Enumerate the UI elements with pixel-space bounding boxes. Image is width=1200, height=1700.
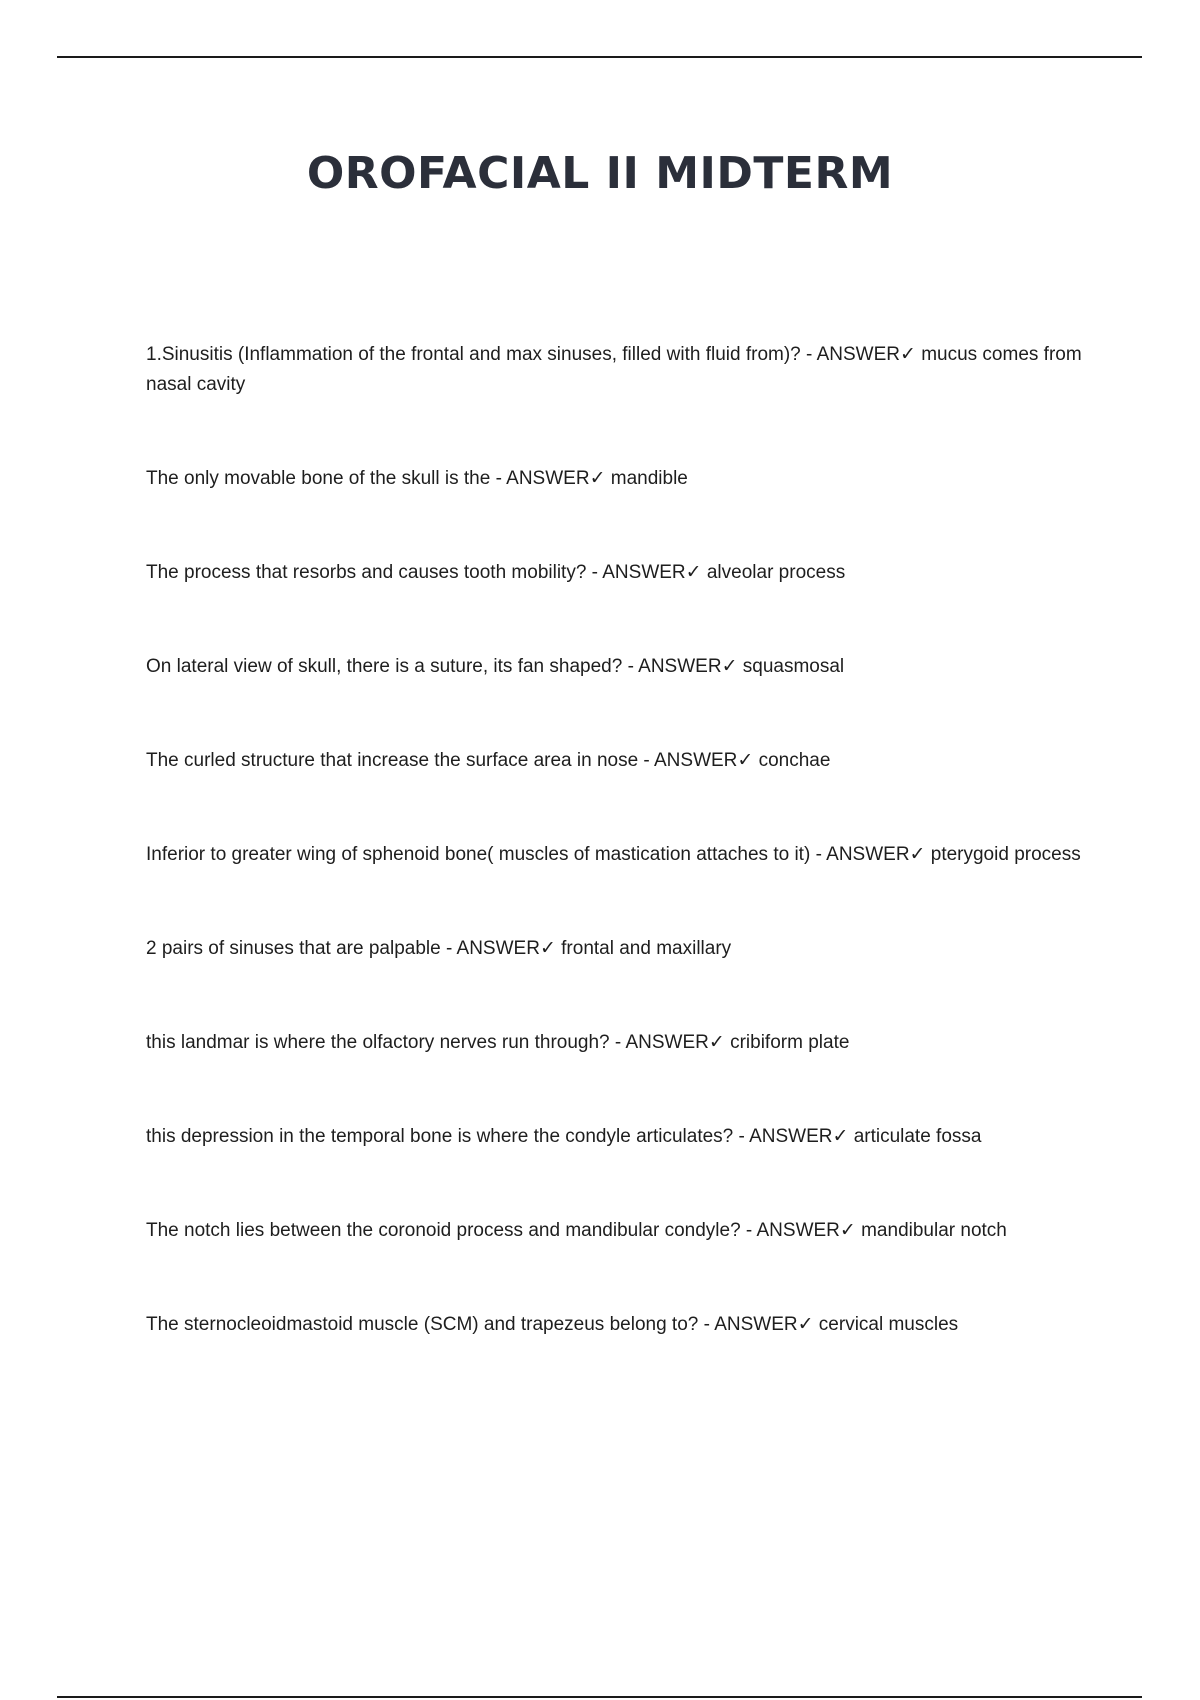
answer-text: articulate fossa — [853, 1126, 982, 1147]
answer-text: squasmosal — [742, 656, 845, 677]
answer-text: mandibular notch — [861, 1220, 1007, 1241]
check-mark-icon: ✓ — [909, 844, 926, 865]
answer-label: ANSWER — [756, 1220, 840, 1241]
answer-label: ANSWER — [816, 344, 900, 365]
question-text: The only movable bone of the skull is the — [146, 468, 491, 489]
question-text: The curled structure that increase the surface area in nose — [146, 750, 639, 771]
qa-item — [146, 1310, 1086, 1340]
answer-text: cribiform plate — [730, 1032, 850, 1053]
check-mark-icon: ✓ — [589, 468, 606, 489]
page-title: OROFACIAL II MIDTERM — [306, 148, 894, 199]
answer-text: mandible — [610, 468, 688, 489]
check-mark-icon: ✓ — [839, 1220, 856, 1241]
question-text: 2 pairs of sinuses that are palpable — [146, 938, 441, 959]
separator: - — [810, 844, 827, 865]
qa-item — [146, 746, 1086, 776]
answer-label: ANSWER — [654, 750, 738, 771]
check-mark-icon: ✓ — [737, 750, 754, 771]
separator: - — [490, 468, 507, 489]
separator: - — [609, 1032, 626, 1053]
qa-item — [146, 340, 1086, 400]
check-mark-icon: ✓ — [539, 938, 556, 959]
check-mark-icon: ✓ — [685, 562, 702, 583]
question-text: The notch lies between the coronoid process and mandibular condyle? — [146, 1220, 741, 1241]
qa-list — [146, 340, 1086, 1340]
answer-label: ANSWER — [638, 656, 722, 677]
answer-label: ANSWER — [456, 938, 540, 959]
answer-text: cervical muscles — [818, 1314, 959, 1335]
qa-item — [146, 840, 1086, 870]
qa-item — [146, 464, 1086, 494]
separator: - — [698, 1314, 715, 1335]
separator: - — [800, 344, 817, 365]
answer-text: alveolar process — [706, 562, 846, 583]
separator: - — [638, 750, 654, 771]
check-mark-icon: ✓ — [797, 1314, 814, 1335]
answer-text: mucus comes from nasal cavity — [146, 344, 1082, 395]
separator: - — [740, 1220, 757, 1241]
answer-label: ANSWER — [826, 844, 910, 865]
qa-item — [146, 1028, 1086, 1058]
answer-text: frontal and maxillary — [561, 938, 732, 959]
separator: - — [440, 938, 457, 959]
answer-label: ANSWER — [749, 1126, 833, 1147]
question-text: this depression in the temporal bone is where the condyle articulates? — [146, 1126, 734, 1147]
check-mark-icon: ✓ — [708, 1032, 725, 1053]
check-mark-icon: ✓ — [832, 1126, 849, 1147]
answer-text: pterygoid process — [930, 844, 1081, 865]
separator: - — [586, 562, 603, 583]
question-text: this landmar is where the olfactory nerves run through? — [146, 1032, 610, 1053]
qa-item — [146, 652, 1086, 682]
qa-item — [146, 1216, 1086, 1246]
separator: - — [622, 656, 639, 677]
check-mark-icon: ✓ — [899, 344, 916, 365]
question-text: Inferior to greater wing of sphenoid bone( muscles of mastication attaches to it) — [146, 844, 811, 865]
qa-item — [146, 1122, 1086, 1152]
separator: - — [733, 1126, 750, 1147]
question-text: The process that resorbs and causes tooth mobility? — [146, 562, 587, 583]
qa-item — [146, 934, 1086, 964]
qa-item — [146, 558, 1086, 588]
check-mark-icon: ✓ — [721, 656, 738, 677]
bottom-rule — [57, 1696, 1142, 1698]
question-text: The sternocleoidmastoid muscle (SCM) and trapezeus belong to? — [146, 1314, 699, 1335]
answer-label: ANSWER — [714, 1314, 798, 1335]
top-rule — [57, 56, 1142, 58]
question-text: On lateral view of skull, there is a suture, its fan shaped? — [146, 656, 623, 677]
answer-label: ANSWER — [602, 562, 686, 583]
question-text: 1.Sinusitis (Inflammation of the frontal and max sinuses, filled with fluid from)? — [146, 344, 801, 365]
answer-text: conchae — [758, 750, 831, 771]
answer-label: ANSWER — [506, 468, 590, 489]
answer-label: ANSWER — [625, 1032, 709, 1053]
